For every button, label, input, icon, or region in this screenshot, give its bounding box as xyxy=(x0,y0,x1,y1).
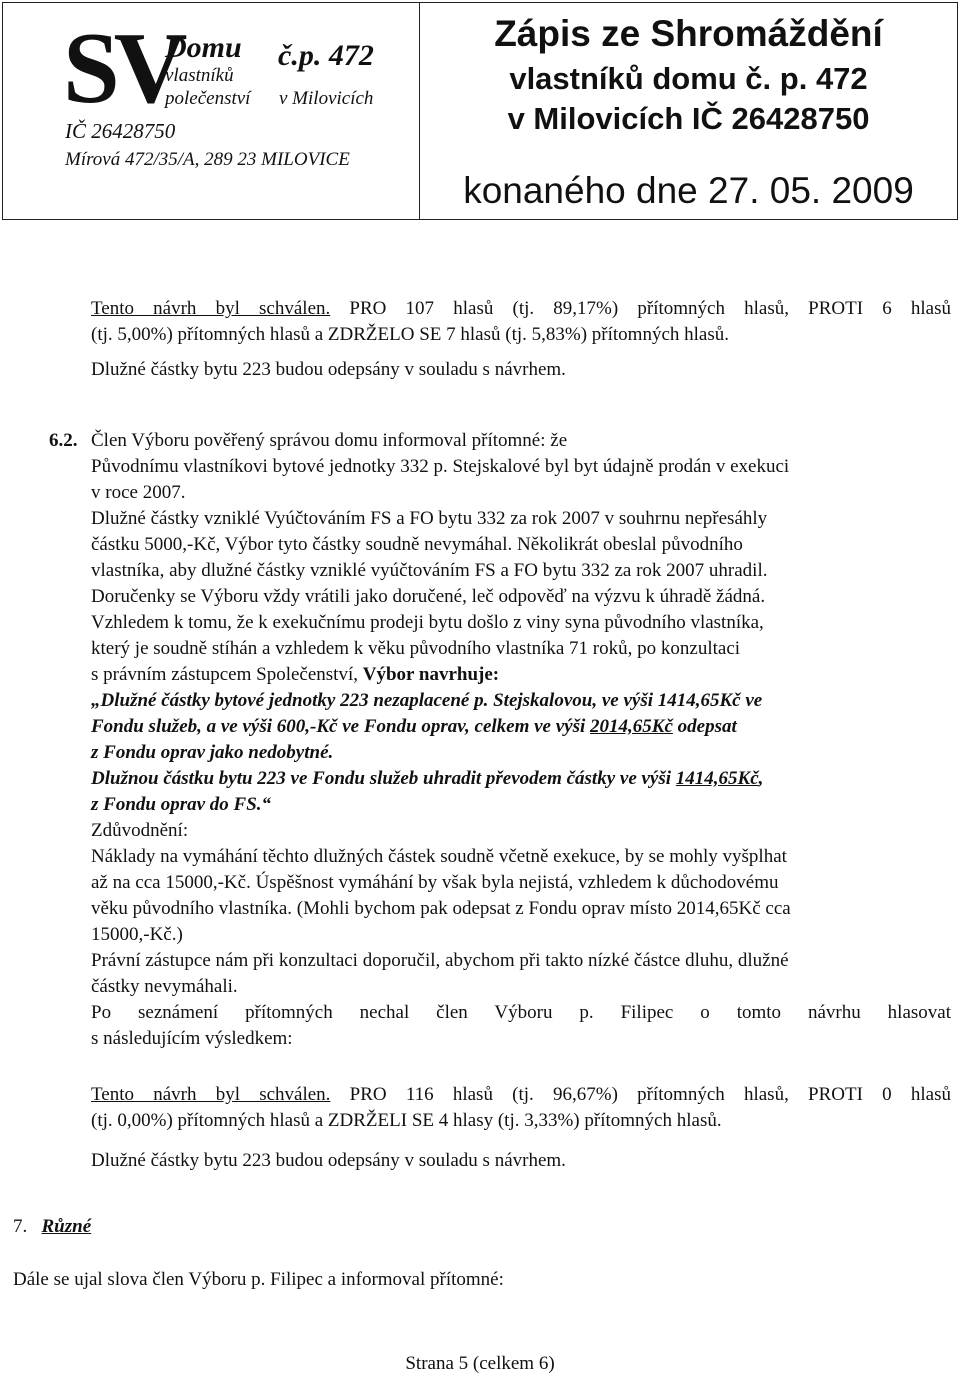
proposal-line: z Fondu oprav do FS.“ xyxy=(91,794,272,815)
proposal-label: Výbor navrhuje: xyxy=(362,664,500,685)
text-line xyxy=(91,662,951,688)
vote-result-2 xyxy=(91,1082,951,1174)
amount-services: 1414,65Kč xyxy=(675,768,759,789)
section-number: 7. xyxy=(13,1216,28,1237)
reason-line: Náklady na vymáhání těchto dlužných částek soudně včetně exekuce, by se mohly vyšplhat xyxy=(91,846,787,867)
reason-label: Zdůvodnění: xyxy=(91,820,189,841)
logo-ic: IČ 26428750 xyxy=(65,119,176,143)
logo-monogram: SV xyxy=(63,12,182,125)
meeting-date: konaného dne 27. 05. 2009 xyxy=(463,170,914,211)
vote-note: Dlužné částky bytu 223 budou odepsány v souladu s návrhem. xyxy=(91,1150,566,1171)
section-7-text: Dále se ujal slova člen Výboru p. Filipec a informoval přítomné: xyxy=(13,1269,504,1290)
vote-counts: PRO 116 hlasů (tj. 96,67%) přítomných hlasů, PROTI 0 hlasů xyxy=(330,1084,951,1105)
reason-line: částky nevymáhali. xyxy=(91,976,238,997)
reason-line: s následujícím výsledkem: xyxy=(91,1028,293,1049)
proposal-text: odepsat xyxy=(672,716,737,737)
vote-counts: PRO 107 hlasů (tj. 89,17%) přítomných hlasů, PROTI 6 hlasů xyxy=(330,298,951,319)
text-line: v roce 2007. xyxy=(91,482,186,503)
document-subtitle-1: vlastníků domu č. p. 472 xyxy=(509,61,868,96)
vote-result-1 xyxy=(91,296,951,383)
amount-total: 2014,65Kč xyxy=(590,716,673,737)
vote-line: (tj. 0,00%) přítomných hlasů a ZDRŽELI SE 4 hlasy (tj. 3,33%) přítomných hlasů. xyxy=(91,1110,722,1131)
proposal-intro: s právním zástupcem Společenství, xyxy=(91,664,363,685)
text-line: Vzhledem k tomu, že k exekučnímu prodeji bytu došlo z viny syna původního vlastníka, xyxy=(91,612,764,633)
section-number: 6.2. xyxy=(49,430,78,451)
logo-spolecenstvi: polečenství xyxy=(165,88,251,109)
header-title-block xyxy=(420,3,957,219)
proposal-text: Dlužnou částku bytu 223 ve Fondu služeb uhradit převodem částky ve výši xyxy=(91,768,676,789)
vote-line: (tj. 5,00%) přítomných hlasů a ZDRŽELO SE 7 hlasů (tj. 5,83%) přítomných hlasů. xyxy=(91,324,729,345)
reason-line: až na cca 15000,-Kč. Úspěšnost vymáhání by však byla nejistá, vzhledem k důchodovému xyxy=(91,872,779,893)
section-7-heading xyxy=(13,1214,91,1240)
vote-note: Dlužné částky bytu 223 budou odepsány v souladu s návrhem. xyxy=(91,359,566,380)
logo-house-number: č.p. 472 xyxy=(278,39,374,72)
reason-line: 15000,-Kč.) xyxy=(91,924,183,945)
proposal-line xyxy=(91,766,951,792)
reason-line: Právní zástupce nám při konzultaci doporučil, abychom při takto nízké částce dluhu, dlužné xyxy=(91,950,789,971)
page-number: Strana 5 (celkem 6) xyxy=(405,1353,555,1374)
text-line: Původnímu vlastníkovi bytové jednotky 332 p. Stejskalové byl byt údajně prodán v exekuci xyxy=(91,456,790,477)
text-line: vlastníka, aby dlužné částky vzniklé vyúčtováním FS a FO bytu 332 za rok 2007 uhradil. xyxy=(91,560,768,581)
text-line: Doručenky se Výboru vždy vrátili jako doručené, leč odpověď na výzvu k úhradě žádná. xyxy=(91,586,766,607)
logo-address: Mírová 472/35/A, 289 23 MILOVICE xyxy=(65,149,350,170)
proposal-line: „Dlužné částky bytové jednotky 223 nezaplacené p. Stejskalovou, ve výši 1414,65Kč ve xyxy=(91,690,763,711)
approved-label: Tento návrh byl schválen. xyxy=(91,1084,331,1105)
text-line: který je soudně stíhán a vzhledem k věku původního vlastníka 71 roků, po konzultaci xyxy=(91,638,741,659)
approved-label: Tento návrh byl schválen. xyxy=(91,298,331,319)
association-logo xyxy=(3,3,420,219)
logo-town: v Milovicích xyxy=(279,88,374,109)
proposal-line: z Fondu oprav jako nedobytné. xyxy=(91,742,334,763)
proposal-text: , xyxy=(758,768,764,789)
text-line: částku 5000,-Kč, Výbor tyto částky soudně nevymáhal. Několikrát obeslal původního xyxy=(91,534,743,555)
vote-line xyxy=(91,296,951,322)
section-6-2 xyxy=(91,428,951,1052)
vote-line xyxy=(91,1082,951,1108)
logo-domu: Domu xyxy=(165,31,242,64)
reason-line: Po seznámení přítomných nechal člen Výboru p. Filipec o tomto návrhu hlasovat xyxy=(91,1002,951,1023)
proposal-line xyxy=(91,714,951,740)
document-subtitle-2: v Milovicích IČ 26428750 xyxy=(507,101,870,136)
section-title: Různé xyxy=(41,1216,92,1237)
proposal-text: Fondu služeb, a ve výši 600,-Kč ve Fondu oprav, celkem ve výši xyxy=(91,716,591,737)
document-title: Zápis ze Shromáždění xyxy=(494,13,883,54)
text-line: Člen Výboru pověřený správou domu informoval přítomné: že xyxy=(91,430,568,451)
reason-line: věku původního vlastníka. (Mohli bychom pak odepsat z Fondu oprav místo 2014,65Kč cca xyxy=(91,898,791,919)
logo-vlastniku: vlastníků xyxy=(165,65,234,86)
page-header xyxy=(2,2,958,220)
text-line: Dlužné částky vzniklé Vyúčtováním FS a FO bytu 332 za rok 2007 v souhrnu nepřesáhly xyxy=(91,508,768,529)
